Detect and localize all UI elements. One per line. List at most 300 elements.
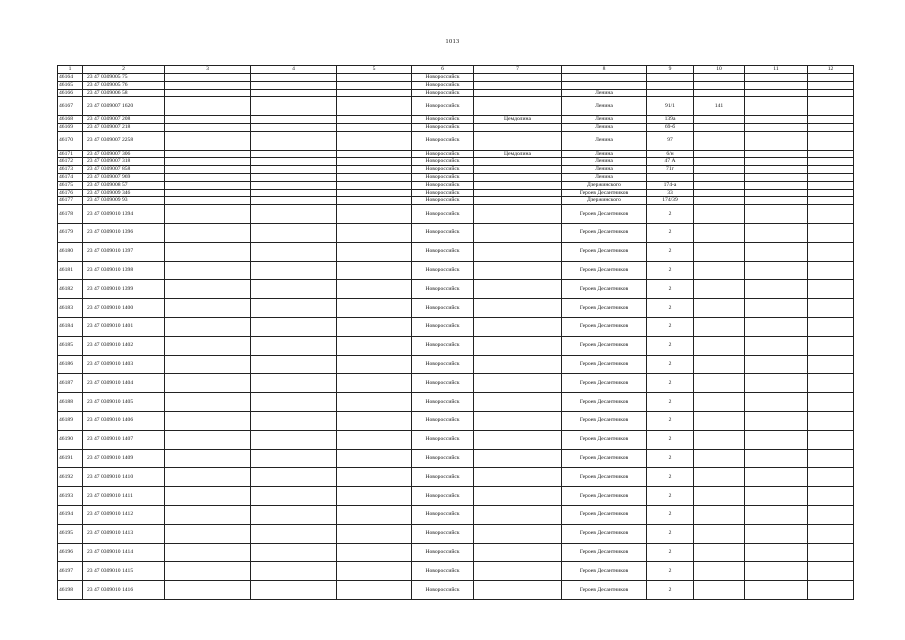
cell-col-6: Новороссийск: [412, 411, 474, 430]
cell-col-1: 46167: [58, 97, 83, 116]
table-row: [58, 411, 854, 430]
cell-col-11: [745, 97, 808, 116]
cell-col-12: [808, 150, 854, 158]
cell-col-12: [808, 261, 854, 280]
cell-col-4: [251, 411, 337, 430]
table-row: [58, 317, 854, 336]
cell-col-8: Героев Десантников: [562, 280, 647, 299]
cell-col-12: [808, 173, 854, 181]
cell-col-8: Дзержинского: [562, 197, 647, 205]
cell-col-3: [165, 449, 251, 468]
cell-col-7: [474, 181, 562, 189]
cell-col-4: [251, 468, 337, 487]
cell-col-11: [745, 89, 808, 97]
cell-col-2: 23 47 0309007 218: [83, 123, 165, 131]
cell-col-5: [337, 81, 412, 89]
cell-col-1: 46178: [58, 205, 83, 224]
cell-col-11: [745, 166, 808, 174]
header-row: [58, 66, 854, 74]
cell-col-8: Героев Десантников: [562, 468, 647, 487]
cell-col-4: [251, 166, 337, 174]
cell-col-11: [745, 181, 808, 189]
cell-col-12: [808, 116, 854, 124]
cell-col-11: [745, 299, 808, 318]
cell-col-7: [474, 223, 562, 242]
cell-col-5: [337, 336, 412, 355]
cell-col-1: 46181: [58, 261, 83, 280]
cell-col-5: [337, 581, 412, 600]
cell-col-11: [745, 261, 808, 280]
cell-col-7: [474, 487, 562, 506]
cell-col-12: [808, 189, 854, 197]
cell-col-1: 46190: [58, 430, 83, 449]
cell-col-10: [694, 242, 745, 261]
cell-col-1: 46192: [58, 468, 83, 487]
cell-col-6: Новороссийск: [412, 543, 474, 562]
cell-col-5: [337, 261, 412, 280]
cell-col-1: 46183: [58, 299, 83, 318]
cell-col-7: [474, 131, 562, 150]
cell-col-12: [808, 430, 854, 449]
cell-col-1: 46196: [58, 543, 83, 562]
table-row: [58, 374, 854, 393]
cell-col-4: [251, 81, 337, 89]
cell-col-4: [251, 543, 337, 562]
cell-col-5: [337, 430, 412, 449]
cell-col-9: 97: [647, 131, 694, 150]
table-row: [58, 355, 854, 374]
cell-col-3: [165, 430, 251, 449]
cell-col-5: [337, 317, 412, 336]
column-header-4: 4: [251, 66, 337, 74]
cell-col-12: [808, 242, 854, 261]
cell-col-9: 91/1: [647, 97, 694, 116]
cell-col-4: [251, 123, 337, 131]
cell-col-11: [745, 173, 808, 181]
cell-col-11: [745, 197, 808, 205]
cell-col-5: [337, 562, 412, 581]
cell-col-4: [251, 581, 337, 600]
table-row: [58, 393, 854, 412]
cell-col-10: [694, 223, 745, 242]
cell-col-3: [165, 468, 251, 487]
cell-col-12: [808, 158, 854, 166]
cell-col-4: [251, 150, 337, 158]
cell-col-2: 23 47 0309007 306: [83, 150, 165, 158]
cell-col-3: [165, 116, 251, 124]
cell-col-7: [474, 430, 562, 449]
cell-col-8: Героев Десантников: [562, 374, 647, 393]
cell-col-12: [808, 74, 854, 82]
cell-col-9: 2: [647, 355, 694, 374]
cell-col-3: [165, 581, 251, 600]
cell-col-6: Новороссийск: [412, 197, 474, 205]
cell-col-9: 2: [647, 505, 694, 524]
cell-col-1: 46186: [58, 355, 83, 374]
cell-col-2: 23 47 0309010 1415: [83, 562, 165, 581]
cell-col-1: 46175: [58, 181, 83, 189]
cell-col-10: [694, 374, 745, 393]
cell-col-11: [745, 562, 808, 581]
cell-col-6: Новороссийск: [412, 173, 474, 181]
cell-col-12: [808, 543, 854, 562]
cell-col-10: [694, 336, 745, 355]
cell-col-4: [251, 242, 337, 261]
cell-col-3: [165, 336, 251, 355]
cell-col-2: 23 47 0309010 1406: [83, 411, 165, 430]
cell-col-6: Новороссийск: [412, 150, 474, 158]
cell-col-8: Героев Десантников: [562, 581, 647, 600]
cell-col-4: [251, 505, 337, 524]
cell-col-4: [251, 562, 337, 581]
cell-col-8: Ленина: [562, 173, 647, 181]
cell-col-12: [808, 524, 854, 543]
cell-col-1: 46189: [58, 411, 83, 430]
cell-col-10: [694, 449, 745, 468]
cell-col-3: [165, 74, 251, 82]
cell-col-9: 2: [647, 487, 694, 506]
cell-col-3: [165, 562, 251, 581]
cell-col-2: 23 47 0309010 1396: [83, 223, 165, 242]
cell-col-1: 46176: [58, 189, 83, 197]
cell-col-2: 23 47 0309010 1398: [83, 261, 165, 280]
cell-col-8: Ленина: [562, 89, 647, 97]
cell-col-12: [808, 317, 854, 336]
cell-col-7: [474, 468, 562, 487]
cell-col-9: 2: [647, 524, 694, 543]
cell-col-12: [808, 81, 854, 89]
cell-col-2: 23 47 0309008 57: [83, 181, 165, 189]
cell-col-5: [337, 181, 412, 189]
cell-col-10: [694, 487, 745, 506]
cell-col-7: [474, 261, 562, 280]
cell-col-12: [808, 223, 854, 242]
cell-col-7: [474, 166, 562, 174]
cell-col-10: [694, 524, 745, 543]
cell-col-8: Ленина: [562, 123, 647, 131]
cell-col-3: [165, 355, 251, 374]
cell-col-12: [808, 131, 854, 150]
cell-col-1: 46179: [58, 223, 83, 242]
column-header-10: 10: [694, 66, 745, 74]
cell-col-8: Героев Десантников: [562, 449, 647, 468]
cell-col-1: 46166: [58, 89, 83, 97]
cell-col-6: Новороссийск: [412, 505, 474, 524]
table-row: [58, 336, 854, 355]
cell-col-1: 46164: [58, 74, 83, 82]
cell-col-8: Ленина: [562, 97, 647, 116]
cell-col-10: [694, 166, 745, 174]
cell-col-7: [474, 581, 562, 600]
cell-col-3: [165, 205, 251, 224]
table-row: [58, 158, 854, 166]
column-header-7: 7: [474, 66, 562, 74]
cell-col-8: [562, 81, 647, 89]
cell-col-7: [474, 374, 562, 393]
cell-col-10: [694, 197, 745, 205]
cell-col-10: [694, 123, 745, 131]
cell-col-10: [694, 430, 745, 449]
cell-col-11: [745, 487, 808, 506]
table-row: [58, 543, 854, 562]
cell-col-9: 2: [647, 336, 694, 355]
cell-col-2: 23 47 0309006 58: [83, 89, 165, 97]
cell-col-4: [251, 189, 337, 197]
cell-col-2: 23 47 0309010 1399: [83, 280, 165, 299]
cell-col-5: [337, 299, 412, 318]
cell-col-8: [562, 74, 647, 82]
cell-col-12: [808, 581, 854, 600]
cell-col-1: 46197: [58, 562, 83, 581]
cell-col-10: [694, 150, 745, 158]
cell-col-7: [474, 280, 562, 299]
cell-col-10: [694, 158, 745, 166]
table-row: [58, 505, 854, 524]
table-row: [58, 261, 854, 280]
cell-col-6: Новороссийск: [412, 280, 474, 299]
table-row: [58, 242, 854, 261]
cell-col-11: [745, 150, 808, 158]
cell-col-5: [337, 158, 412, 166]
cell-col-3: [165, 158, 251, 166]
cell-col-12: [808, 97, 854, 116]
cell-col-4: [251, 197, 337, 205]
cell-col-3: [165, 81, 251, 89]
cell-col-6: Новороссийск: [412, 317, 474, 336]
cell-col-9: 174-а: [647, 181, 694, 189]
cell-col-1: 46185: [58, 336, 83, 355]
column-header-8: 8: [562, 66, 647, 74]
cell-col-3: [165, 317, 251, 336]
cell-col-2: 23 47 0309010 1413: [83, 524, 165, 543]
cell-col-2: 23 47 0309007 2258: [83, 131, 165, 150]
cell-col-4: [251, 374, 337, 393]
cell-col-4: [251, 97, 337, 116]
cell-col-6: Новороссийск: [412, 261, 474, 280]
cell-col-1: 46194: [58, 505, 83, 524]
cell-col-5: [337, 116, 412, 124]
cell-col-8: Героев Десантников: [562, 543, 647, 562]
cell-col-2: 23 47 0309010 1394: [83, 205, 165, 224]
cell-col-4: [251, 158, 337, 166]
cell-col-12: [808, 505, 854, 524]
cell-col-12: [808, 181, 854, 189]
cell-col-9: 2: [647, 393, 694, 412]
cell-col-5: [337, 74, 412, 82]
table-row: [58, 181, 854, 189]
cell-col-6: Новороссийск: [412, 158, 474, 166]
cell-col-7: [474, 123, 562, 131]
cell-col-2: 23 47 0309010 1416: [83, 581, 165, 600]
cell-col-2: 23 47 0309010 1411: [83, 487, 165, 506]
cell-col-3: [165, 505, 251, 524]
table-row: [58, 123, 854, 131]
cell-col-5: [337, 242, 412, 261]
cell-col-12: [808, 299, 854, 318]
cell-col-2: 23 47 0309007 1620: [83, 97, 165, 116]
cell-col-3: [165, 261, 251, 280]
cell-col-2: 23 47 0309009 346: [83, 189, 165, 197]
cell-col-2: 23 47 0309007 969: [83, 173, 165, 181]
cell-col-5: [337, 468, 412, 487]
cell-col-5: [337, 123, 412, 131]
cell-col-6: Новороссийск: [412, 449, 474, 468]
cell-col-3: [165, 374, 251, 393]
cell-col-11: [745, 524, 808, 543]
cell-col-10: [694, 280, 745, 299]
cell-col-6: Новороссийск: [412, 181, 474, 189]
cell-col-5: [337, 449, 412, 468]
cell-col-8: Героев Десантников: [562, 242, 647, 261]
cell-col-5: [337, 393, 412, 412]
cell-col-2: 23 47 0309010 1414: [83, 543, 165, 562]
table-row: [58, 562, 854, 581]
cell-col-6: Новороссийск: [412, 116, 474, 124]
cell-col-5: [337, 205, 412, 224]
cell-col-7: [474, 411, 562, 430]
cell-col-10: [694, 205, 745, 224]
cell-col-7: [474, 197, 562, 205]
cell-col-6: Новороссийск: [412, 374, 474, 393]
cell-col-5: [337, 89, 412, 97]
cell-col-8: Героев Десантников: [562, 393, 647, 412]
cell-col-3: [165, 524, 251, 543]
cell-col-4: [251, 280, 337, 299]
cell-col-12: [808, 562, 854, 581]
cell-col-5: [337, 223, 412, 242]
cell-col-6: Новороссийск: [412, 242, 474, 261]
cell-col-10: [694, 74, 745, 82]
table-row: [58, 280, 854, 299]
cell-col-11: [745, 430, 808, 449]
cell-col-10: 141: [694, 97, 745, 116]
cell-col-4: [251, 355, 337, 374]
cell-col-1: 46172: [58, 158, 83, 166]
cell-col-12: [808, 374, 854, 393]
cell-col-9: 2: [647, 543, 694, 562]
cell-col-12: [808, 280, 854, 299]
cell-col-9: 2: [647, 411, 694, 430]
table-row: [58, 116, 854, 124]
cell-col-6: Новороссийск: [412, 562, 474, 581]
cell-col-4: [251, 430, 337, 449]
cell-col-8: Героев Десантников: [562, 355, 647, 374]
cell-col-11: [745, 449, 808, 468]
cell-col-4: [251, 393, 337, 412]
cell-col-9: 2: [647, 242, 694, 261]
cell-col-1: 46193: [58, 487, 83, 506]
cell-col-11: [745, 468, 808, 487]
cell-col-11: [745, 581, 808, 600]
cell-col-7: [474, 299, 562, 318]
cell-col-6: Новороссийск: [412, 487, 474, 506]
cell-col-9: 69-б: [647, 123, 694, 131]
cell-col-4: [251, 131, 337, 150]
cell-col-7: [474, 89, 562, 97]
cell-col-7: [474, 317, 562, 336]
table-row: [58, 97, 854, 116]
cell-col-5: [337, 97, 412, 116]
cell-col-3: [165, 173, 251, 181]
cell-col-10: [694, 181, 745, 189]
cell-col-5: [337, 131, 412, 150]
column-header-3: 3: [165, 66, 251, 74]
cell-col-12: [808, 411, 854, 430]
cell-col-1: 46177: [58, 197, 83, 205]
cell-col-6: Новороссийск: [412, 468, 474, 487]
cell-col-11: [745, 393, 808, 412]
cell-col-11: [745, 543, 808, 562]
cell-col-6: Новороссийск: [412, 97, 474, 116]
cell-col-5: [337, 505, 412, 524]
cell-col-12: [808, 393, 854, 412]
cell-col-4: [251, 205, 337, 224]
column-header-11: 11: [745, 66, 808, 74]
cell-col-10: [694, 581, 745, 600]
cell-col-9: 2: [647, 562, 694, 581]
cell-col-6: Новороссийск: [412, 74, 474, 82]
cell-col-9: [647, 173, 694, 181]
cell-col-11: [745, 355, 808, 374]
cell-col-7: [474, 74, 562, 82]
page-number: 1013: [445, 38, 460, 45]
cell-col-10: [694, 189, 745, 197]
cell-col-6: Новороссийск: [412, 336, 474, 355]
cell-col-1: 46174: [58, 173, 83, 181]
cell-col-10: [694, 173, 745, 181]
cell-col-1: 46195: [58, 524, 83, 543]
cell-col-2: 23 47 0309010 1400: [83, 299, 165, 318]
cell-col-4: [251, 173, 337, 181]
cell-col-3: [165, 197, 251, 205]
cell-col-12: [808, 89, 854, 97]
column-header-6: 6: [412, 66, 474, 74]
cell-col-3: [165, 280, 251, 299]
cell-col-12: [808, 166, 854, 174]
cell-col-5: [337, 524, 412, 543]
cell-col-10: [694, 81, 745, 89]
cell-col-11: [745, 223, 808, 242]
cell-col-11: [745, 505, 808, 524]
cell-col-10: [694, 355, 745, 374]
column-header-12: 12: [808, 66, 854, 74]
cell-col-11: [745, 131, 808, 150]
cell-col-1: 46171: [58, 150, 83, 158]
cell-col-12: [808, 449, 854, 468]
cell-col-9: 2: [647, 261, 694, 280]
cell-col-12: [808, 336, 854, 355]
cell-col-4: [251, 223, 337, 242]
cell-col-2: 23 47 0309009 93: [83, 197, 165, 205]
cell-col-4: [251, 317, 337, 336]
cell-col-7: [474, 189, 562, 197]
cell-col-12: [808, 123, 854, 131]
cell-col-7: Цемдолина: [474, 150, 562, 158]
cell-col-12: [808, 355, 854, 374]
cell-col-9: 174/39: [647, 197, 694, 205]
cell-col-7: [474, 524, 562, 543]
table-row: [58, 131, 854, 150]
cell-col-7: [474, 173, 562, 181]
cell-col-7: [474, 449, 562, 468]
cell-col-5: [337, 166, 412, 174]
cell-col-9: 2: [647, 374, 694, 393]
table-row: [58, 89, 854, 97]
cell-col-1: 46180: [58, 242, 83, 261]
cell-col-8: Ленина: [562, 131, 647, 150]
cell-col-1: 46187: [58, 374, 83, 393]
cell-col-9: 33: [647, 189, 694, 197]
